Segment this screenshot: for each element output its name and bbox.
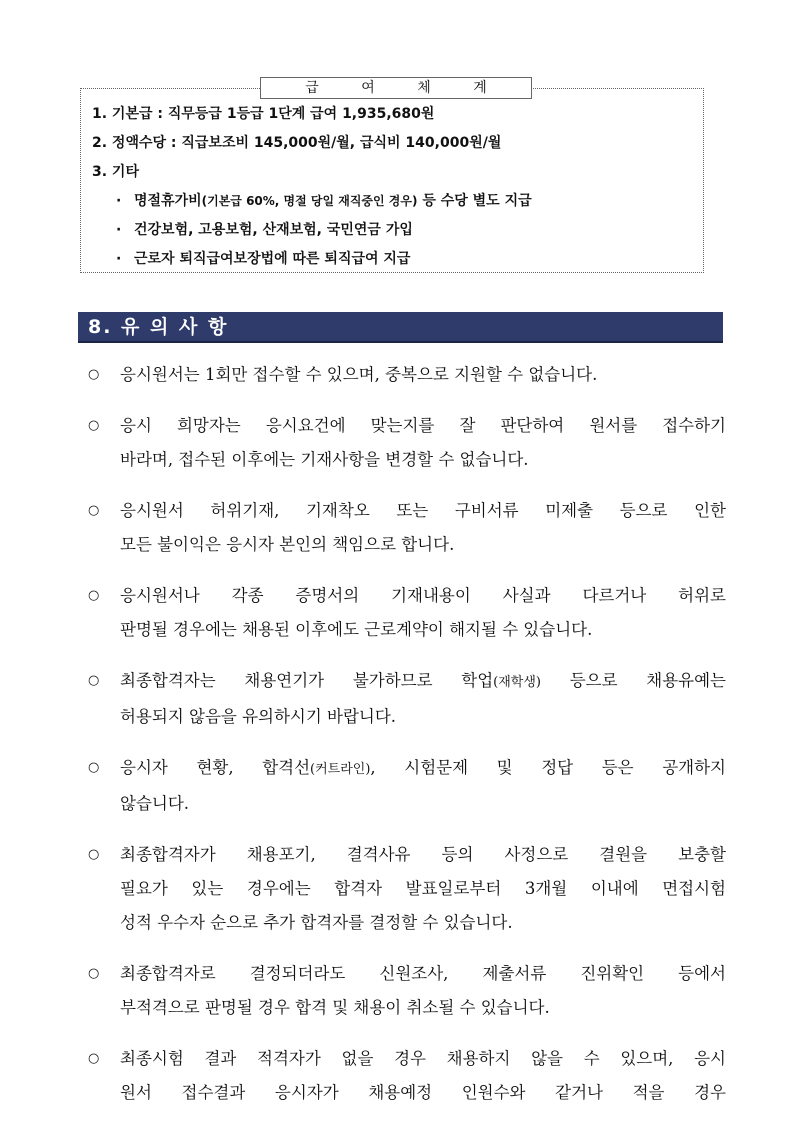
circle-bullet-icon: ○ [88,503,100,518]
pay-structure-title: 급 여 체 계 [260,77,532,99]
section-header-notes: 8. 유 의 사 항 [78,312,723,343]
note-item: ○ 응시원서 허위기재, 기재착오 또는 구비서류 미제출 등으로 인한 모든 불이익은 응시자 본인의 책임으로 합니다. [86,494,726,562]
circle-bullet-icon: ○ [88,760,100,775]
pay-item-other: 3. 기타 [92,164,139,180]
circle-bullet-icon: ○ [88,418,100,433]
pay-structure-list [92,100,700,274]
note-item: ○ 응시자 현황, 합격선(커트라인), 시험문제 및 정답 등은 공개하지 않습니다. [86,751,726,821]
note-item: ○ 최종시험 결과 적격자가 없을 경우 채용하지 않을 수 있으며, 응시 원서 접수결과 응시자가 채용예정 인원수와 같거나 적을 경우 [86,1042,726,1110]
note-item: ○ 최종합격자가 채용포기, 결격사유 등의 사정으로 결원을 보충할 필요가 있는 경우에는 합격자 발표일로부터 3개월 이내에 면접시험 성적 우수자 순으로 추가 합격자를 결정할 수 있습니다. [86,838,726,940]
notes-list [86,358,726,1127]
circle-bullet-icon: ○ [88,588,100,603]
bullet-mark: · [116,251,122,267]
pay-item-base-salary: 1. 기본급 : 직무등급 1등급 1단계 급여 1,935,680원 [92,106,435,122]
circle-bullet-icon: ○ [88,847,100,862]
pay-sub-item-severance: · 근로자 퇴직급여보장법에 따른 퇴직급여 지급 [92,245,700,274]
circle-bullet-icon: ○ [88,1051,100,1066]
note-item: ○ 응시 희망자는 응시요건에 맞는지를 잘 판단하여 원서를 접수하기 바라며, 접수된 이후에는 기재사항을 변경할 수 없습니다. [86,409,726,477]
bullet-mark: · [116,193,122,209]
circle-bullet-icon: ○ [88,966,100,981]
circle-bullet-icon: ○ [88,367,100,382]
pay-item-fixed-allowance: 2. 정액수당 : 직급보조비 145,000원/월, 급식비 140,000원/월 [92,135,502,151]
note-item: ○ 응시원서나 각종 증명서의 기재내용이 사실과 다르거나 허위로 판명될 경우에는 채용된 이후에도 근로계약이 해지될 수 있습니다. [86,579,726,647]
note-item: ○ 최종합격자로 결정되더라도 신원조사, 제출서류 진위확인 등에서 부적격으로 판명될 경우 합격 및 채용이 취소될 수 있습니다. [86,957,726,1025]
note-item: ○ 응시원서는 1회만 접수할 수 있으며, 중복으로 지원할 수 없습니다. [86,358,726,392]
circle-bullet-icon: ○ [88,673,100,688]
bullet-mark: · [116,222,122,238]
pay-sub-item-insurance: · 건강보험, 고용보험, 산재보험, 국민연금 가입 [92,216,700,245]
pay-sub-item-holiday-bonus: · 명절휴가비(기본급 60%, 명절 당일 재직중인 경우) 등 수당 별도 지급 [92,187,700,216]
note-item: ○ 최종합격자는 채용연기가 불가하므로 학업(재학생) 등으로 채용유예는 허용되지 않음을 유의하시기 바랍니다. [86,664,726,734]
